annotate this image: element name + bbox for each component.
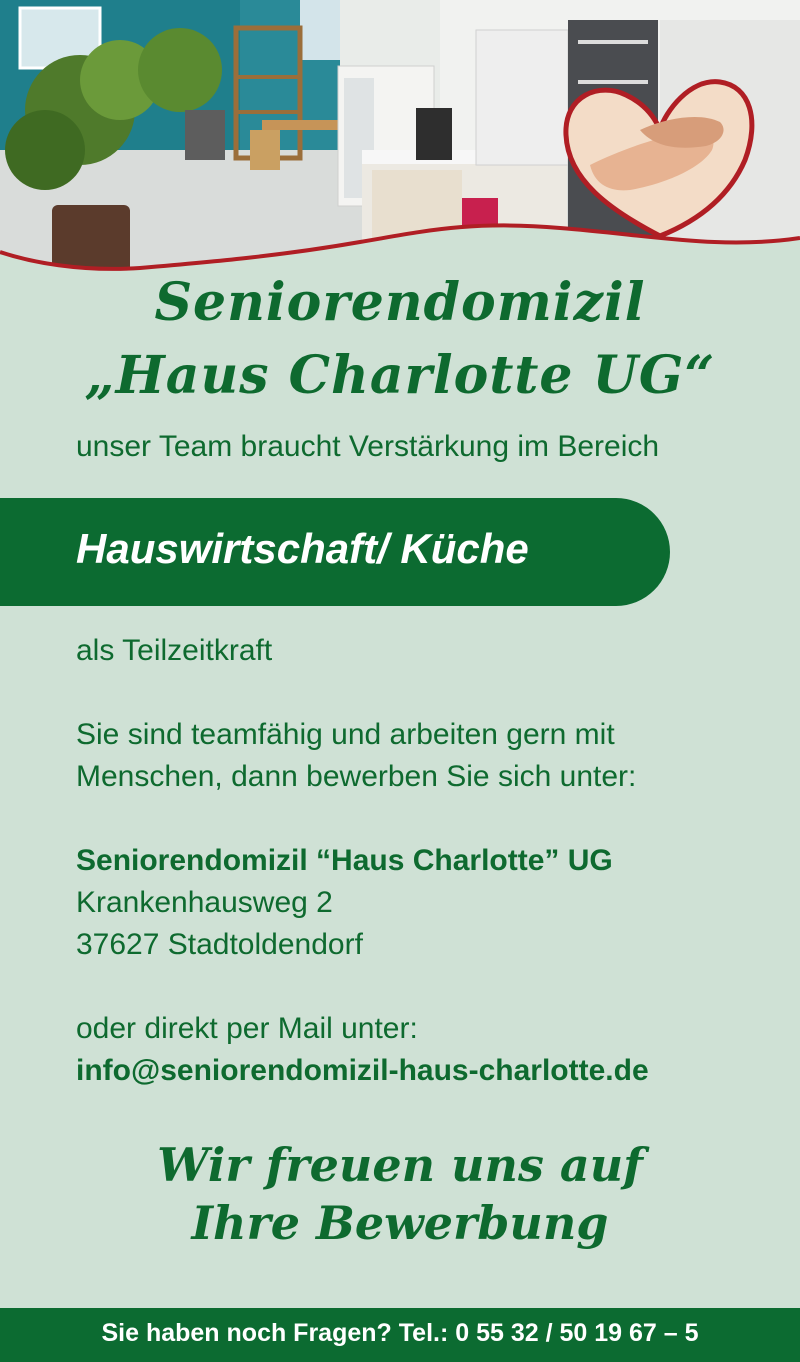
header-photo [0,0,800,290]
footer-contact: Sie haben noch Fragen? Tel.: 0 55 32 / 50 19 67 – 5 [101,1319,699,1347]
description-line-2: Menschen, dann bewerben Sie sich unter: [76,760,637,793]
footer-bar [0,1308,800,1362]
title-line-2: „Haus Charlotte UG“ [84,345,716,406]
position-banner [0,498,670,606]
address-city: 37627 Stadtoldendorf [76,928,363,961]
closing-line-1: Wir freuen uns auf [157,1138,643,1192]
position-title: Hauswirtschaft/ Küche [76,525,529,572]
employment-type: als Teilzeitkraft [76,634,273,667]
address-street: Krankenhausweg 2 [76,886,333,919]
mail-intro: oder direkt per Mail unter: [76,1012,418,1045]
email-link[interactable]: info@seniorendomizil-haus-charlotte.de [76,1054,649,1087]
company-name: Seniorendomizil “Haus Charlotte” UG [76,844,613,877]
description-line-1: Sie sind teamfähig und arbeiten gern mit [76,718,615,751]
closing-line-2: Ihre Bewerbung [191,1196,609,1250]
title-line-1: Seniorendomizil [154,272,646,333]
subtitle: unser Team braucht Verstärkung im Bereich [76,430,660,463]
